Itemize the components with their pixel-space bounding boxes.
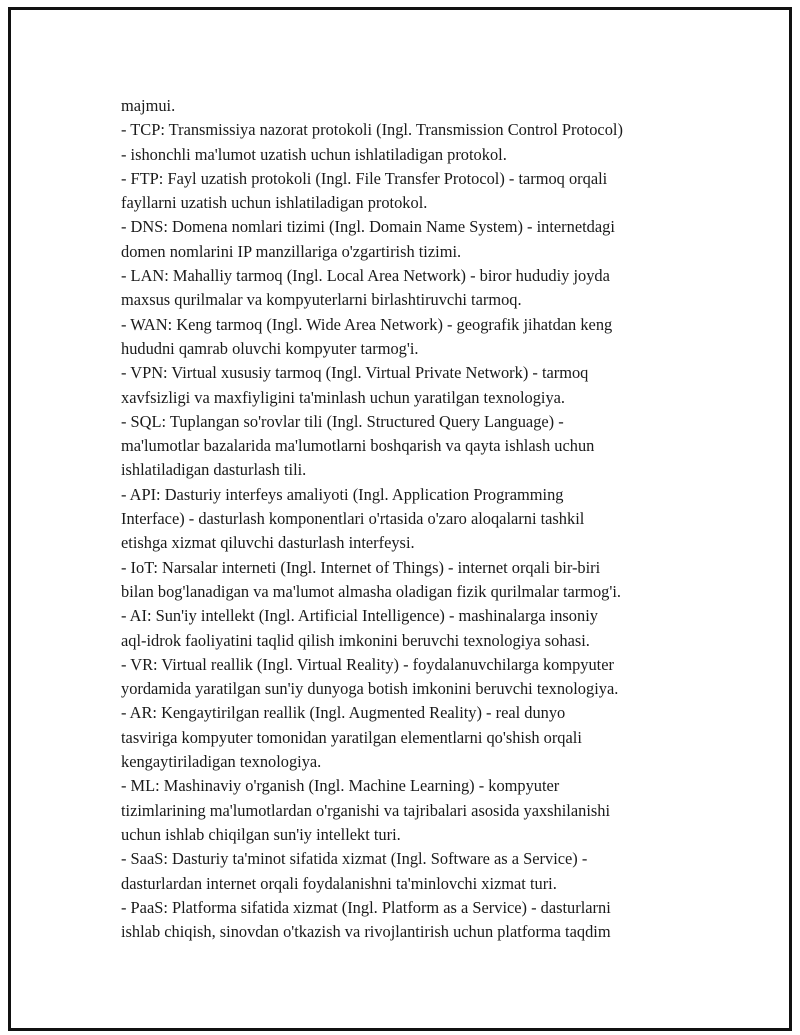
text-line: Interface) - dasturlash komponentlari o'rtasida o'zaro aloqalarni tashkil (121, 509, 585, 529)
text-line: - FTP: Fayl uzatish protokoli (Ingl. File Transfer Protocol) - tarmoq orqali (121, 168, 608, 188)
text-line: domen nomlarini IP manzillariga o'zgartirish tizimi. (121, 241, 462, 261)
text-line: xavfsizligi va maxfiyligini ta'minlash uchun yaratilgan texnologiya. (121, 387, 566, 407)
text-line: maxsus qurilmalar va kompyuterlarni birlashtiruvchi tarmoq. (121, 290, 522, 310)
text-line: aql-idrok faoliyatini taqlid qilish imkonini beruvchi texnologiya sohasi. (121, 630, 590, 650)
text-line: kengaytiriladigan texnologiya. (121, 752, 322, 772)
text-line: hududni qamrab oluvchi kompyuter tarmog'i. (121, 338, 419, 358)
document-body (121, 94, 711, 944)
text-line: - VPN: Virtual xususiy tarmoq (Ingl. Virtual Private Network) - tarmoq (121, 363, 589, 383)
text-line: uchun ishlab chiqilgan sun'iy intellekt turi. (121, 824, 401, 844)
text-line: ishlab chiqish, sinovdan o'tkazish va rivojlantirish uchun platforma taqdim (121, 922, 611, 942)
text-line: etishga xizmat qiluvchi dasturlash interfeysi. (121, 533, 415, 553)
page-frame (8, 7, 792, 1031)
text-line: tasviriga kompyuter tomonidan yaratilgan elementlarni qo'shish orqali (121, 727, 582, 747)
text-line: - ishonchli ma'lumot uzatish uchun ishlatiladigan protokol. (121, 144, 507, 164)
text-line: - ML: Mashinaviy o'rganish (Ingl. Machine Learning) - kompyuter (121, 776, 560, 796)
text-line: majmui. (121, 96, 176, 115)
text-line: - SQL: Tuplangan so'rovlar tili (Ingl. Structured Query Language) - (121, 411, 564, 431)
text-line: tizimlarining ma'lumotlardan o'rganishi va tajribalari asosida yaxshilanishi (121, 800, 611, 820)
text-line: ma'lumotlar bazalarida ma'lumotlarni boshqarish va qayta ishlash uchun (121, 436, 595, 456)
text-line: - LAN: Mahalliy tarmoq (Ingl. Local Area Network) - biror hududiy joyda (121, 266, 610, 286)
text-line: ishlatiladigan dasturlash tili. (121, 460, 307, 480)
text-line: - PaaS: Platforma sifatida xizmat (Ingl. Platform as a Service) - dasturlarni (121, 897, 611, 917)
text-line: - SaaS: Dasturiy ta'minot sifatida xizmat (Ingl. Software as a Service) - (121, 849, 588, 869)
text-line: dasturlardan internet orqali foydalanishni ta'minlovchi xizmat turi. (121, 873, 557, 893)
text-line: yordamida yaratilgan sun'iy dunyoga botish imkonini beruvchi texnologiya. (121, 679, 619, 699)
text-line: - DNS: Domena nomlari tizimi (Ingl. Domain Name System) - internetdagi (121, 217, 615, 237)
text-line: - API: Dasturiy interfeys amaliyoti (Ingl. Application Programming (121, 484, 564, 504)
text-line: bilan bog'lanadigan va ma'lumot almasha oladigan fizik qurilmalar tarmog'i. (121, 581, 621, 601)
text-line: fayllarni uzatish uchun ishlatiladigan protokol. (121, 193, 428, 213)
text-line: - VR: Virtual reallik (Ingl. Virtual Reality) - foydalanuvchilarga kompyuter (121, 654, 614, 674)
text-line: - AR: Kengaytirilgan reallik (Ingl. Augmented Reality) - real dunyo (121, 703, 566, 723)
text-line: - IoT: Narsalar interneti (Ingl. Internet of Things) - internet orqali bir-biri (121, 557, 601, 577)
text-line: - WAN: Keng tarmoq (Ingl. Wide Area Network) - geografik jihatdan keng (121, 314, 613, 334)
text-line: - TCP: Transmissiya nazorat protokoli (Ingl. Transmission Control Protocol) (121, 120, 623, 140)
text-line: - AI: Sun'iy intellekt (Ingl. Artificial Intelligence) - mashinalarga insoniy (121, 606, 598, 626)
